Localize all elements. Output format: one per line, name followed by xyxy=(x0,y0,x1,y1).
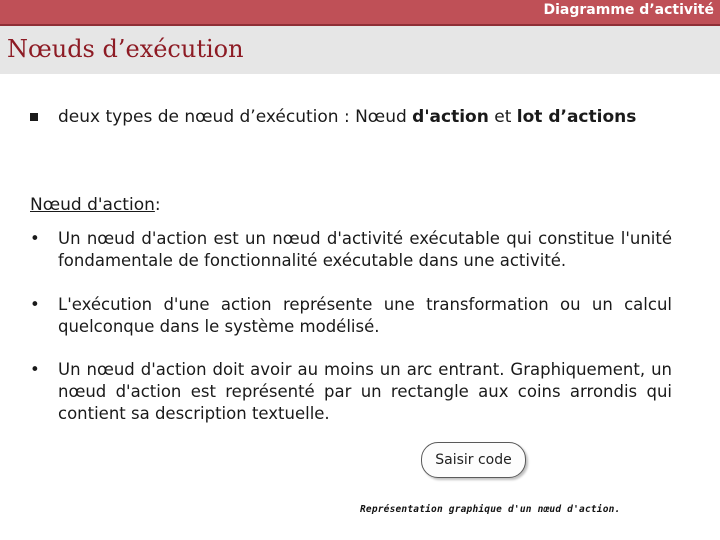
diagram-caption: Représentation graphique d'un nœud d'action. xyxy=(360,504,621,515)
bullet-list-item xyxy=(30,294,672,338)
intro-bullet xyxy=(30,104,672,131)
bullet-text: Un nœud d'action doit avoir au moins un arc entrant. Graphiquement, un nœud d'action est représenté par un rectangle aux coins arrondis qui contient sa description textuelle. xyxy=(58,360,672,423)
bullet-list-item xyxy=(30,228,672,272)
bullet-text: L'exécution d'une action représente une transformation ou un calcul quelconque dans le système modélisé. xyxy=(58,295,672,336)
bullet-dot-icon: • xyxy=(30,295,40,314)
action-node-diagram xyxy=(421,442,526,478)
intro-bold-action: d'action xyxy=(412,107,489,127)
section-heading-text: Nœud d'action xyxy=(30,195,155,215)
intro-text-mid: et xyxy=(488,107,517,127)
bullet-text: Un nœud d'action est un nœud d'activité exécutable qui constitue l'unité fondamentale de fonctionnalité exécutable dans une activité. xyxy=(58,229,672,270)
header-label: Diagramme d’activité xyxy=(543,2,714,18)
slide-title: Nœuds d’exécution xyxy=(7,35,244,63)
section-heading-colon: : xyxy=(154,195,161,215)
section-heading xyxy=(30,195,161,215)
intro-text xyxy=(30,104,672,131)
bullet-list-item xyxy=(30,359,672,425)
bullet-dot-icon: • xyxy=(30,229,40,248)
bullet-dot-icon: • xyxy=(30,360,40,379)
intro-bold-lot: lot d’actions xyxy=(516,107,637,127)
action-node-label: Saisir code xyxy=(435,452,512,468)
header-bar xyxy=(0,0,720,26)
intro-text-before: deux types de nœud d’exécution : Nœud xyxy=(58,107,413,127)
square-bullet-icon xyxy=(30,113,38,121)
